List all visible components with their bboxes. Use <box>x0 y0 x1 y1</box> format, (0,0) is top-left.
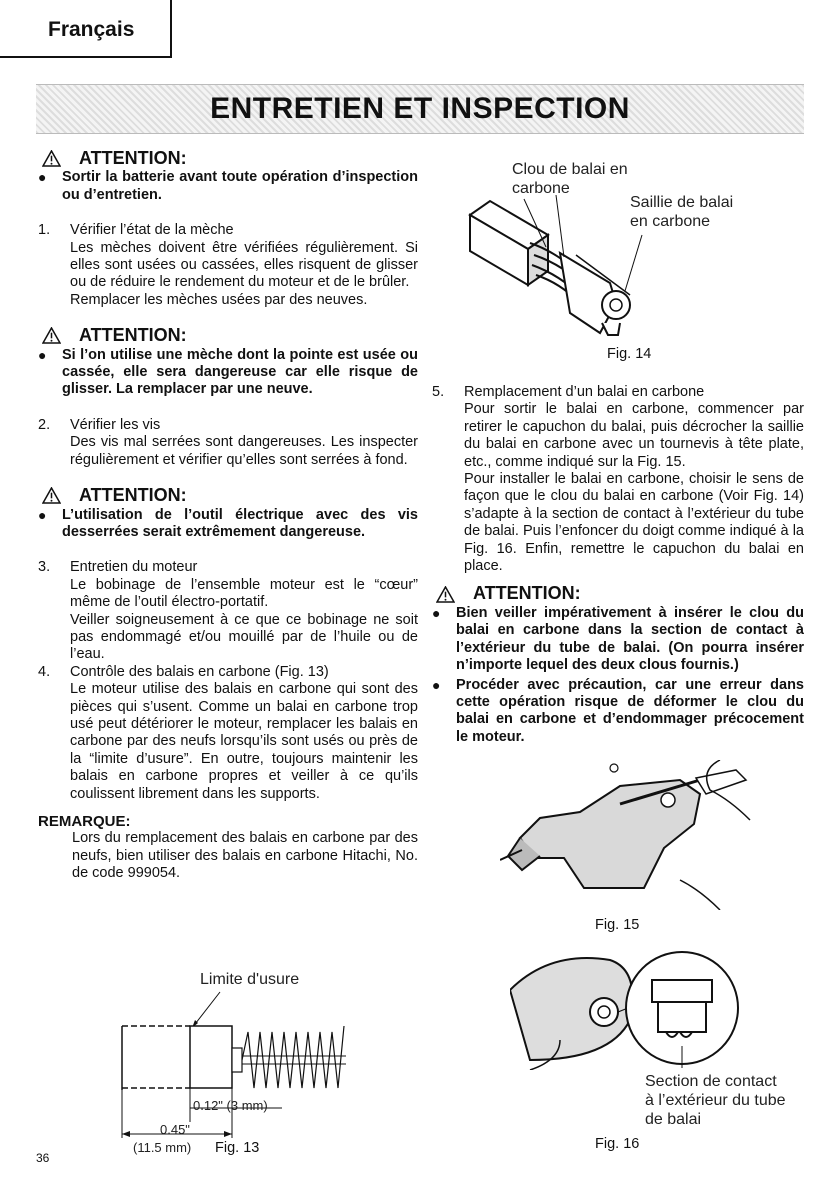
item-paragraph: Pour sortir le balai en carbone, commencer par retirer le capuchon du balai, puis décrocher la saillie du balai en carbone avec un tournevis à tête plate, etc., comme indiqué sur la Fig. 15. <box>464 401 804 470</box>
fig16-label-line3: de balai <box>645 1111 702 1128</box>
warning-icon <box>42 487 61 504</box>
attention-heading <box>42 487 418 504</box>
warning-icon <box>436 586 455 603</box>
fig14-projection-label-line2: en carbone <box>630 213 711 230</box>
attention-heading <box>42 150 418 167</box>
item-paragraph: Remplacer les mèches usées par des neuves. <box>70 291 368 308</box>
language-tab: Français <box>0 0 172 58</box>
item-title: Vérifier les vis <box>70 416 161 433</box>
item-number: 5. <box>432 384 445 400</box>
fig15-drill-screwdriver-drawing <box>500 760 760 910</box>
fig13-caption: Fig. 13 <box>215 1140 260 1156</box>
remarque-heading: REMARQUE: <box>38 813 131 830</box>
item-paragraph: Le moteur utilise des balais en carbone qui sont des pièces qui s’usent. Comme un balai en carbone trop usé peut détériorer le moteur, remplacer les balais en carbone par des neufs lorsqu’ils sont usés ou près de la “limite d’usure”. En outre, toujours maintenir les balais en carbone propres et veiller à ce qu’ils coulissent librement dans les supports. <box>70 681 418 802</box>
fig16-label-line1: Section de contact <box>645 1073 777 1090</box>
attention-label: ATTENTION: <box>79 485 187 506</box>
fig14-projection-label-line1: Saillie de balai <box>630 194 734 211</box>
warning-icon <box>42 150 61 167</box>
item-paragraph: Le bobinage de l’ensemble moteur est le “cœur” même de l’outil électro-portatif. <box>70 576 418 611</box>
item-paragraph: Veiller soigneusement à ce que ce bobinage ne soit pas endommagé et/ou mouillé par de l’huile ou de l’eau. <box>70 611 418 663</box>
fig16-brush-insertion-drawing <box>510 950 800 1070</box>
left-column <box>38 150 418 883</box>
item-paragraph: Pour installer le balai en carbone, choisir le sens de façon que le clou du balai en carbone (Voir Fig. 14) s’adapte à la section de contact à l’extérieur du tube de balai. Puis l’enfoncer du doigt comme indiqué à la Fig. 16. Enfin, remettre le capuchon du balai en place. <box>464 471 804 575</box>
item-number: 3. <box>38 559 51 576</box>
attention-label: ATTENTION: <box>79 325 187 346</box>
list-item <box>38 559 418 663</box>
attention-bullet: ● Si l’on utilise une mèche dont la pointe est usée ou cassée, elle sera dangereuse car elle risque de glisser. La remplacer par une neuve. <box>38 346 418 398</box>
fig13-dim-large: 0.45" <box>160 1122 190 1137</box>
fig16-caption: Fig. 16 <box>595 1136 640 1152</box>
fig14-caption: Fig. 14 <box>607 346 652 362</box>
item-title: Vérifier l’état de la mèche <box>70 222 234 239</box>
item-paragraph: Des vis mal serrées sont dangereuses. Les inspecter régulièrement et vérifier qu’elles sont serrées à fond. <box>70 434 418 468</box>
attention-bullet: ● Bien veiller impérativement à insérer le clou du balai en carbone dans la section de contact à l’extérieur du tube de balai. (On pourra insérer n’importe lequel des deux clous fournis.) <box>432 604 804 674</box>
fig14-nail-label-line1: Clou de balai en <box>512 161 628 178</box>
attention-bullet: ● Procéder avec précaution, car une erreur dans cette opération risque de déformer le clou du balai en carbone et d’endommager précocement le moteur. <box>432 676 804 745</box>
fig14-nail-label-line2: carbone <box>512 180 570 197</box>
item-title: Remplacement d’un balai en carbone <box>464 384 705 400</box>
attention-text: Procéder avec précaution, car une erreur dans cette opération risque de déformer le clou du balai en carbone et d’endommager précocement le moteur. <box>456 676 804 745</box>
page-number: 36 <box>36 1151 50 1165</box>
fig13-dim-large-mm: (11.5 mm) <box>133 1140 192 1155</box>
attention-heading <box>436 585 804 602</box>
list-item <box>38 664 418 803</box>
list-item <box>432 384 804 575</box>
fig16-label-line2: à l’extérieur du tube <box>645 1092 786 1109</box>
right-column <box>432 384 804 746</box>
page-title: ENTRETIEN ET INSPECTION <box>210 92 630 125</box>
section-banner <box>36 84 804 134</box>
attention-text: Sortir la batterie avant toute opération d’inspection ou d’entretien. <box>62 169 418 203</box>
list-item <box>38 222 418 309</box>
warning-icon <box>42 327 61 344</box>
attention-bullet: ● L’utilisation de l’outil électrique avec des vis desserrées serait extrêmement dangereuse. <box>38 506 418 540</box>
attention-label: ATTENTION: <box>473 583 581 604</box>
item-title: Entretien du moteur <box>70 559 198 576</box>
attention-label: ATTENTION: <box>79 148 187 168</box>
remarque-text: Lors du remplacement des balais en carbone par des neufs, bien utiliser des balais en carbone Hitachi, No. de code 999054. <box>72 830 418 882</box>
attention-bullet: ● Sortir la batterie avant toute opération d’inspection ou d’entretien. <box>38 169 418 203</box>
item-title: Contrôle des balais en carbone (Fig. 13) <box>70 663 329 680</box>
fig13-limit-label: Limite d'usure <box>200 971 300 988</box>
attention-text: L’utilisation de l’outil électrique avec des vis desserrées serait extrêmement dangereuse. <box>62 506 418 540</box>
attention-heading <box>42 327 418 344</box>
fig14-carbon-brush-drawing <box>460 195 660 345</box>
item-number: 2. <box>38 416 51 433</box>
attention-text: Si l’on utilise une mèche dont la pointe est usée ou cassée, elle sera dangereuse car elle risque de glisser. La remplacer par une neuve. <box>62 346 418 398</box>
item-paragraph: Les mèches doivent être vérifiées régulièrement. Si elles sont usées ou cassées, elles risquent de glisser ou de réduire le rendement du moteur et de le brûler. <box>70 239 418 291</box>
item-number: 4. <box>38 663 51 680</box>
fig15-caption: Fig. 15 <box>595 917 640 933</box>
fig13-dim-small: 0.12" (3 mm) <box>193 1098 268 1113</box>
attention-text: Bien veiller impérativement à insérer le clou du balai en carbone dans la section de contact à l’extérieur du tube de balai. (On pourra insérer n’importe lequel des deux clous fournis.) <box>456 604 804 674</box>
item-number: 1. <box>38 222 51 239</box>
list-item <box>38 417 418 469</box>
